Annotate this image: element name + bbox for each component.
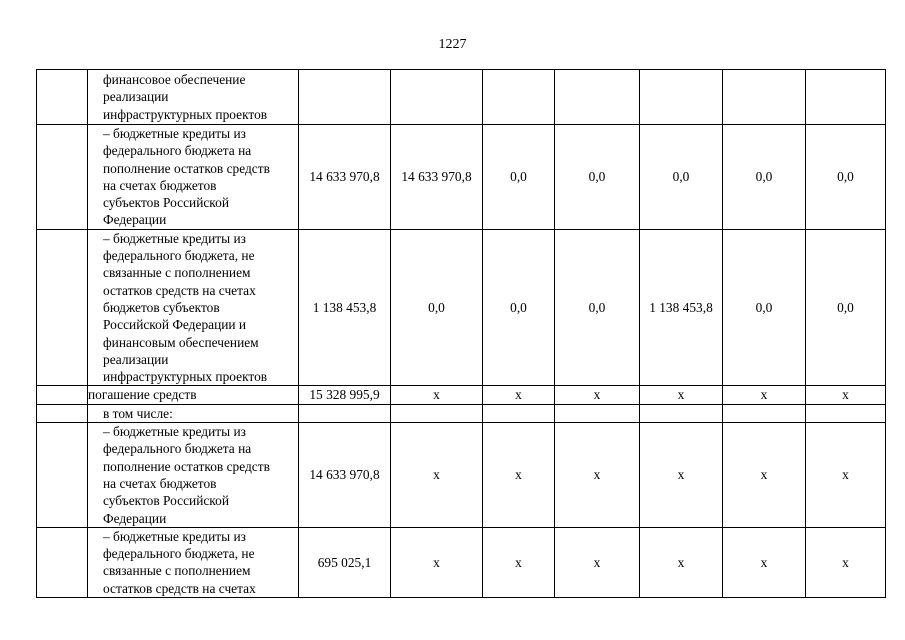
row-label-cell [88,70,299,125]
row-label: – бюджетные кредиты из федерального бюджета, не связанные с пополнением остатков средств на счетах бюджетов субъектов Российской Федерации и финансовым обеспечением реализации инфраструктурных проектов [103,230,268,385]
value-cell: 0,0 [483,229,555,386]
value-cell: 15 328 995,9 [299,386,391,404]
row-label: – бюджетные кредиты из федерального бюджета, не связанные с пополнением остатков средств на счетах [103,528,256,596]
row-label: – бюджетные кредиты из федерального бюджета на пополнение остатков средств на счетах бюджетов субъектов Российской Федерации [103,424,270,526]
value-cell: 0,0 [806,125,886,230]
value-cell: х [483,423,555,528]
table-row [37,70,886,125]
row-label-cell [88,423,299,528]
value-cell [299,70,391,125]
row-label: погашение средств [88,387,197,403]
value-cell: х [806,423,886,528]
value-cell: х [483,386,555,404]
value-cell: х [555,423,640,528]
value-cell: х [391,423,483,528]
table-row [37,229,886,386]
row-label-cell [88,386,299,404]
value-cell [723,70,806,125]
value-cell [555,404,640,422]
table-body [37,70,886,598]
value-cell: 695 025,1 [299,527,391,597]
value-cell: х [640,386,723,404]
value-cell [391,404,483,422]
budget-table [36,69,886,598]
table-row [37,423,886,528]
row-number-cell [37,404,88,422]
table-row [37,527,886,597]
table-row [37,386,886,404]
value-cell: х [555,386,640,404]
value-cell [806,70,886,125]
value-cell [640,404,723,422]
value-cell [806,404,886,422]
value-cell: х [723,423,806,528]
row-label-cell [88,404,299,422]
value-cell: 14 633 970,8 [391,125,483,230]
value-cell: х [806,527,886,597]
value-cell: 1 138 453,8 [640,229,723,386]
value-cell: х [555,527,640,597]
row-label: финансовое обеспечение реализации инфраструктурных проектов [103,72,268,122]
value-cell: х [640,527,723,597]
value-cell: 0,0 [806,229,886,386]
value-cell: х [806,386,886,404]
value-cell: 1 138 453,8 [299,229,391,386]
value-cell: 0,0 [640,125,723,230]
value-cell: 0,0 [555,229,640,386]
value-cell [640,70,723,125]
value-cell: х [391,386,483,404]
value-cell: х [391,527,483,597]
table-row [37,404,886,422]
value-cell [723,404,806,422]
value-cell [483,70,555,125]
value-cell: 0,0 [555,125,640,230]
row-label: в том числе: [103,405,173,421]
value-cell: 14 633 970,8 [299,125,391,230]
value-cell: х [640,423,723,528]
value-cell: 14 633 970,8 [299,423,391,528]
value-cell [299,404,391,422]
table-row [37,125,886,230]
value-cell [391,70,483,125]
row-label-cell [88,229,299,386]
value-cell: 0,0 [483,125,555,230]
page-number: 1227 [438,37,467,52]
value-cell: 0,0 [723,229,806,386]
row-number-cell [37,423,88,528]
value-cell [483,404,555,422]
value-cell [555,70,640,125]
row-number-cell [37,386,88,404]
value-cell: х [723,527,806,597]
value-cell: х [723,386,806,404]
row-number-cell [37,229,88,386]
value-cell: х [483,527,555,597]
row-label: – бюджетные кредиты из федерального бюджета на пополнение остатков средств на счетах бюджетов субъектов Российской Федерации [103,126,270,228]
value-cell: 0,0 [391,229,483,386]
row-number-cell [37,125,88,230]
row-label-cell [88,527,299,597]
row-number-cell [37,70,88,125]
value-cell: 0,0 [723,125,806,230]
row-number-cell [37,527,88,597]
row-label-cell [88,125,299,230]
